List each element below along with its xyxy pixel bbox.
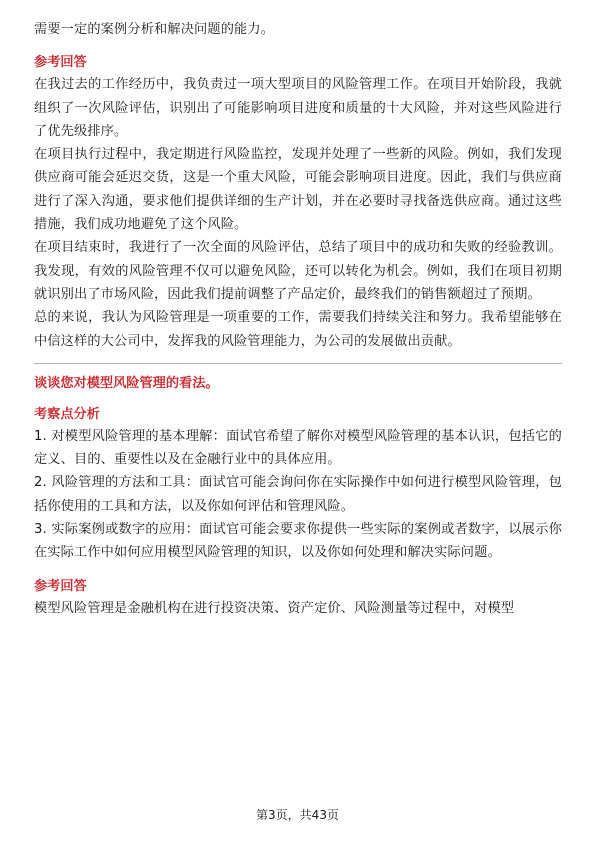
intro-line: 需要一定的案例分析和解决问题的能力。 — [34, 22, 275, 37]
page-footer: 第3页，共43页 — [256, 808, 339, 822]
answer2-paragraph: 模型风险管理是金融机构在进行投资决策、资产定价、风险测量等过程中，对模型 — [34, 600, 515, 616]
answer1-paragraph: 在项目执行过程中，我定期进行风险监控，发现并处理了一些新的风险。例如，我们发现供应商可能会延迟交货，这是一个重大风险，可能会影响项目进度。因此，我们与供应商进行了深入沟通，要求他们提供详细的生产计划，并在必要时寻找备选供应商。通过这些措施，我们成功地避免了这个风险。 — [34, 147, 562, 233]
analysis-point: 2. 风险管理的方法和工具：面试官可能会询问你在实际操作中如何进行模型风险管理，包括你使用的工具和方法，以及你如何评估和管理风险。 — [34, 475, 562, 514]
document-page — [34, 18, 562, 620]
analysis-point: 1. 对模型风险管理的基本理解：面试官希望了解你对模型风险管理的基本认识，包括它的定义、目的、重要性以及在金融行业中的具体应用。 — [34, 428, 562, 468]
answer1-paragraph: 总的来说，我认为风险管理是一项重要的工作，需要我们持续关注和努力。我希望能够在中信这样的大公司中，发挥我的风险管理能力，为公司的发展做出贡献。 — [34, 310, 562, 349]
question-title: 谈谈您对模型风险管理的看法。 — [34, 375, 219, 391]
answer1-heading: 参考回答 — [34, 55, 87, 71]
answer1-paragraph: 在我过去的工作经历中，我负责过一项大型项目的风险管理工作。在项目开始阶段，我就组织了一次风险评估，识别出了可能影响项目进度和质量的十大风险，并对这些风险进行了优先级排序。 — [34, 77, 562, 139]
answer1-paragraph: 在项目结束时，我进行了一次全面的风险评估，总结了项目中的成功和失败的经验教训。我发现，有效的风险管理不仅可以避免风险，还可以转化为机会。例如，我们在项目初期就识别出了市场风险，因此我们提前调整了产品定价，最终我们的销售额超过了预期。 — [34, 240, 562, 302]
analysis-heading: 考察点分析 — [34, 406, 100, 422]
answer2-heading: 参考回答 — [34, 578, 87, 594]
section-divider — [34, 363, 562, 364]
analysis-point: 3. 实际案例或数字的应用：面试官可能会要求你提供一些实际的案例或者数字，以展示你在实际工作中如何应用模型风险管理的知识，以及你如何处理和解决实际问题。 — [34, 522, 562, 561]
